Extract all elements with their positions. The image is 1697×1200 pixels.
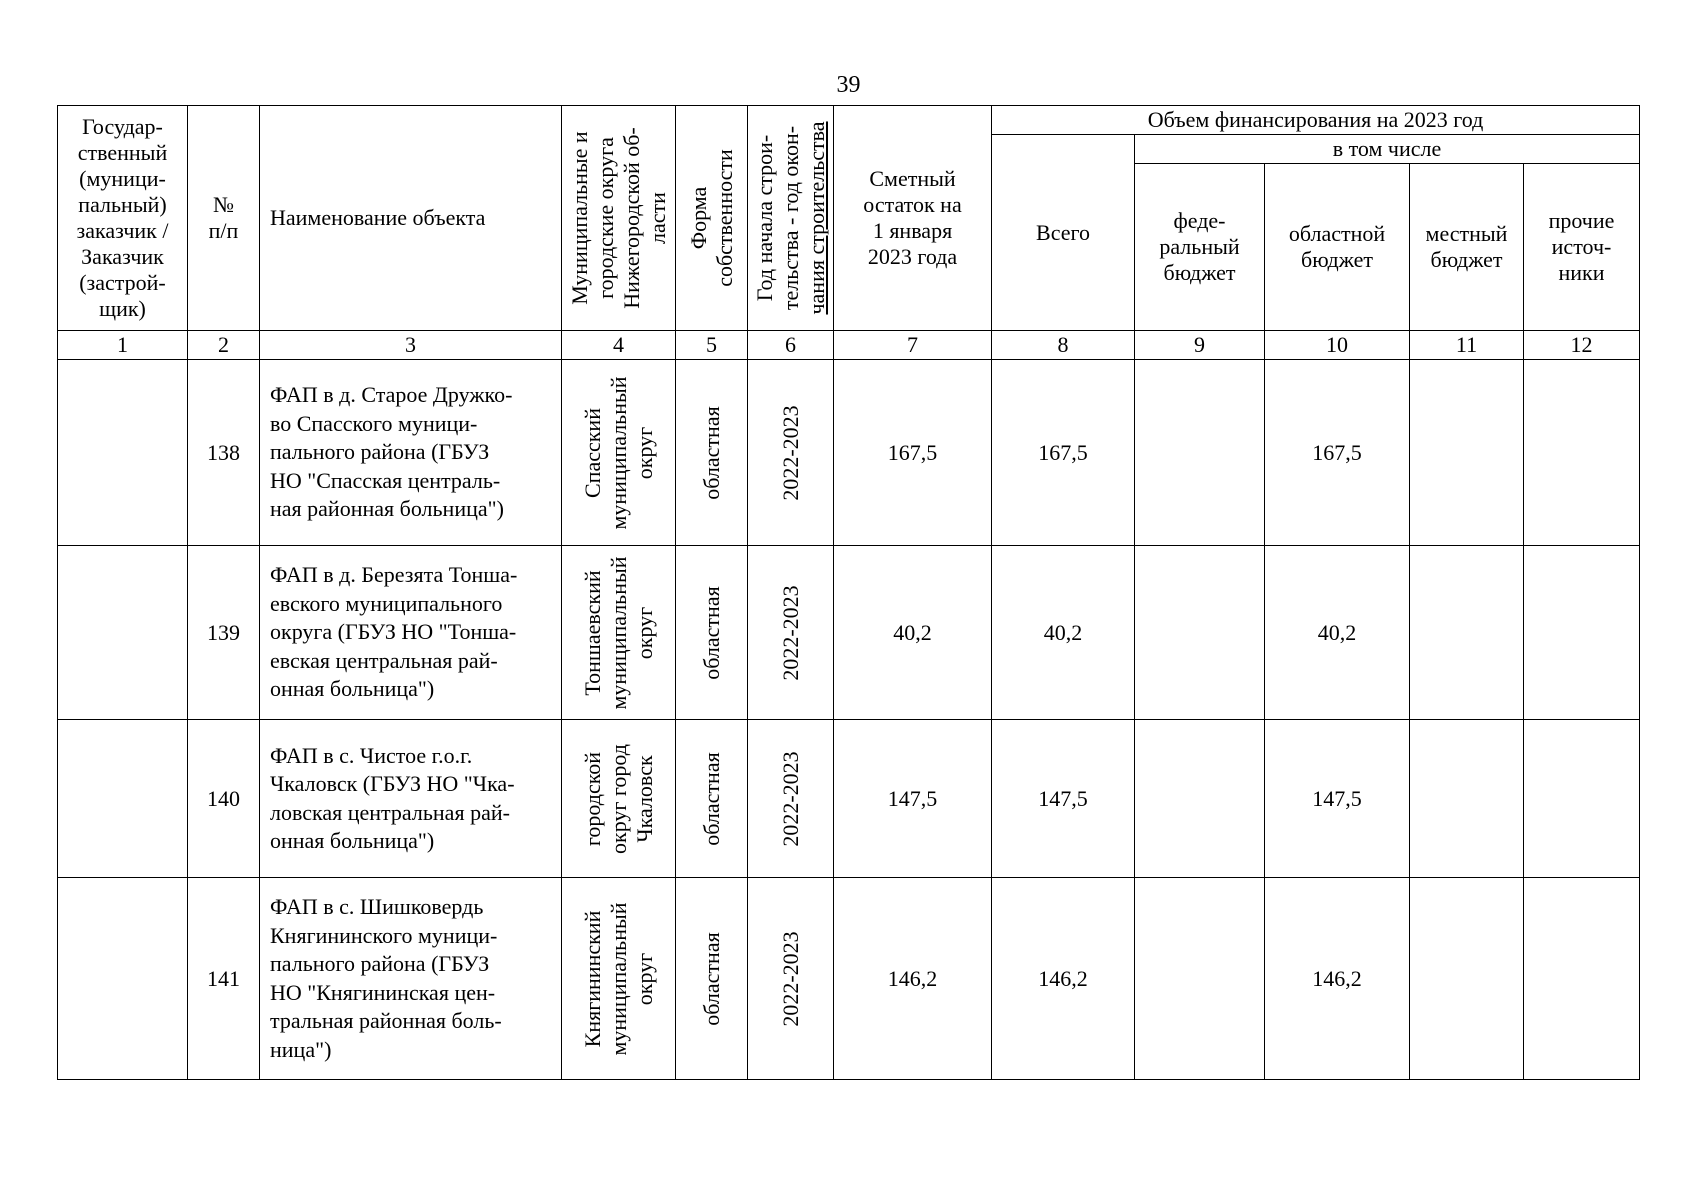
balance-cell: 146,2: [834, 878, 992, 1080]
header-local: местный бюджет: [1410, 164, 1524, 331]
header-federal: феде- ральный бюджет: [1135, 164, 1265, 331]
column-number: 7: [834, 331, 992, 360]
column-number: 10: [1265, 331, 1410, 360]
local-cell: [1410, 546, 1524, 720]
header-other: прочие источ- ники: [1524, 164, 1640, 331]
ownership-cell: областная: [676, 546, 748, 720]
other-cell: [1524, 546, 1640, 720]
district-cell: Княгининский муниципальный округ: [562, 878, 676, 1080]
column-number: 8: [992, 331, 1135, 360]
header-ownership: Форма собственности: [676, 106, 748, 331]
header-object-name: Наименование объекта: [260, 106, 562, 331]
customer-cell: [58, 546, 188, 720]
regional-cell: 147,5: [1265, 720, 1410, 878]
district-cell: Тоншаевский муниципальный округ: [562, 546, 676, 720]
total-cell: 147,5: [992, 720, 1135, 878]
table-row: [58, 546, 1640, 720]
ownership-cell: областная: [676, 720, 748, 878]
table-row: [58, 878, 1640, 1080]
object-name: ФАП в с. Чистое г.о.г. Чкаловск (ГБУЗ НО "Чка- ловская центральная рай- онная больница"): [260, 720, 562, 878]
header-balance: Сметный остаток на 1 января 2023 года: [834, 106, 992, 331]
object-name: ФАП в д. Березята Тонша- евского муниципального округа (ГБУЗ НО "Тонша- евская центральная рай- онная больница"): [260, 546, 562, 720]
ownership-cell: областная: [676, 360, 748, 546]
regional-cell: 146,2: [1265, 878, 1410, 1080]
column-number: 3: [260, 331, 562, 360]
other-cell: [1524, 720, 1640, 878]
header-district: Муниципальные и городские округа Нижегородской об- ласти: [562, 106, 676, 331]
header-financing: Объем финансирования на 2023 год: [992, 106, 1640, 135]
ownership-cell: областная: [676, 878, 748, 1080]
row-number: 138: [188, 360, 260, 546]
header-regional: областной бюджет: [1265, 164, 1410, 331]
regional-cell: 40,2: [1265, 546, 1410, 720]
years-cell: 2022-2023: [748, 546, 834, 720]
customer-cell: [58, 360, 188, 546]
page-number: 39: [836, 72, 861, 98]
regional-cell: 167,5: [1265, 360, 1410, 546]
other-cell: [1524, 360, 1640, 546]
column-number: 4: [562, 331, 676, 360]
other-cell: [1524, 878, 1640, 1080]
column-number: 9: [1135, 331, 1265, 360]
balance-cell: 40,2: [834, 546, 992, 720]
row-number: 139: [188, 546, 260, 720]
column-number: 2: [188, 331, 260, 360]
total-cell: 146,2: [992, 878, 1135, 1080]
balance-cell: 147,5: [834, 720, 992, 878]
object-name: ФАП в с. Шишковердь Княгининского муници- пального района (ГБУЗ НО "Княгининская цен- тральная районная боль- ница"): [260, 878, 562, 1080]
header-including: в том числе: [1135, 135, 1640, 164]
financing-table: [57, 105, 1640, 1080]
federal-cell: [1135, 546, 1265, 720]
customer-cell: [58, 720, 188, 878]
table-row: [58, 720, 1640, 878]
column-number: 12: [1524, 331, 1640, 360]
row-number: 140: [188, 720, 260, 878]
object-name: ФАП в д. Старое Дружко- во Спасского муници- пального района (ГБУЗ НО "Спасская централь- ная районная больница"): [260, 360, 562, 546]
table-row: [58, 360, 1640, 546]
column-number: 6: [748, 331, 834, 360]
district-cell: городской округ город Чкаловск: [562, 720, 676, 878]
local-cell: [1410, 720, 1524, 878]
header-total: Всего: [992, 135, 1135, 331]
years-cell: 2022-2023: [748, 720, 834, 878]
balance-cell: 167,5: [834, 360, 992, 546]
customer-cell: [58, 878, 188, 1080]
local-cell: [1410, 878, 1524, 1080]
header-number: № п/п: [188, 106, 260, 331]
years-cell: 2022-2023: [748, 360, 834, 546]
federal-cell: [1135, 878, 1265, 1080]
row-number: 141: [188, 878, 260, 1080]
federal-cell: [1135, 720, 1265, 878]
header-customer: Государ- ственный (муници- пальный) заказчик / Заказчик (застрой- щик): [58, 106, 188, 331]
column-number: 11: [1410, 331, 1524, 360]
federal-cell: [1135, 360, 1265, 546]
column-number: 1: [58, 331, 188, 360]
total-cell: 40,2: [992, 546, 1135, 720]
header-years: Год начала строи- тельства - год окон- чания строительства: [748, 106, 834, 331]
local-cell: [1410, 360, 1524, 546]
column-number: 5: [676, 331, 748, 360]
column-numbers-row: [58, 331, 1640, 360]
years-cell: 2022-2023: [748, 878, 834, 1080]
total-cell: 167,5: [992, 360, 1135, 546]
district-cell: Спасский муниципальный округ: [562, 360, 676, 546]
